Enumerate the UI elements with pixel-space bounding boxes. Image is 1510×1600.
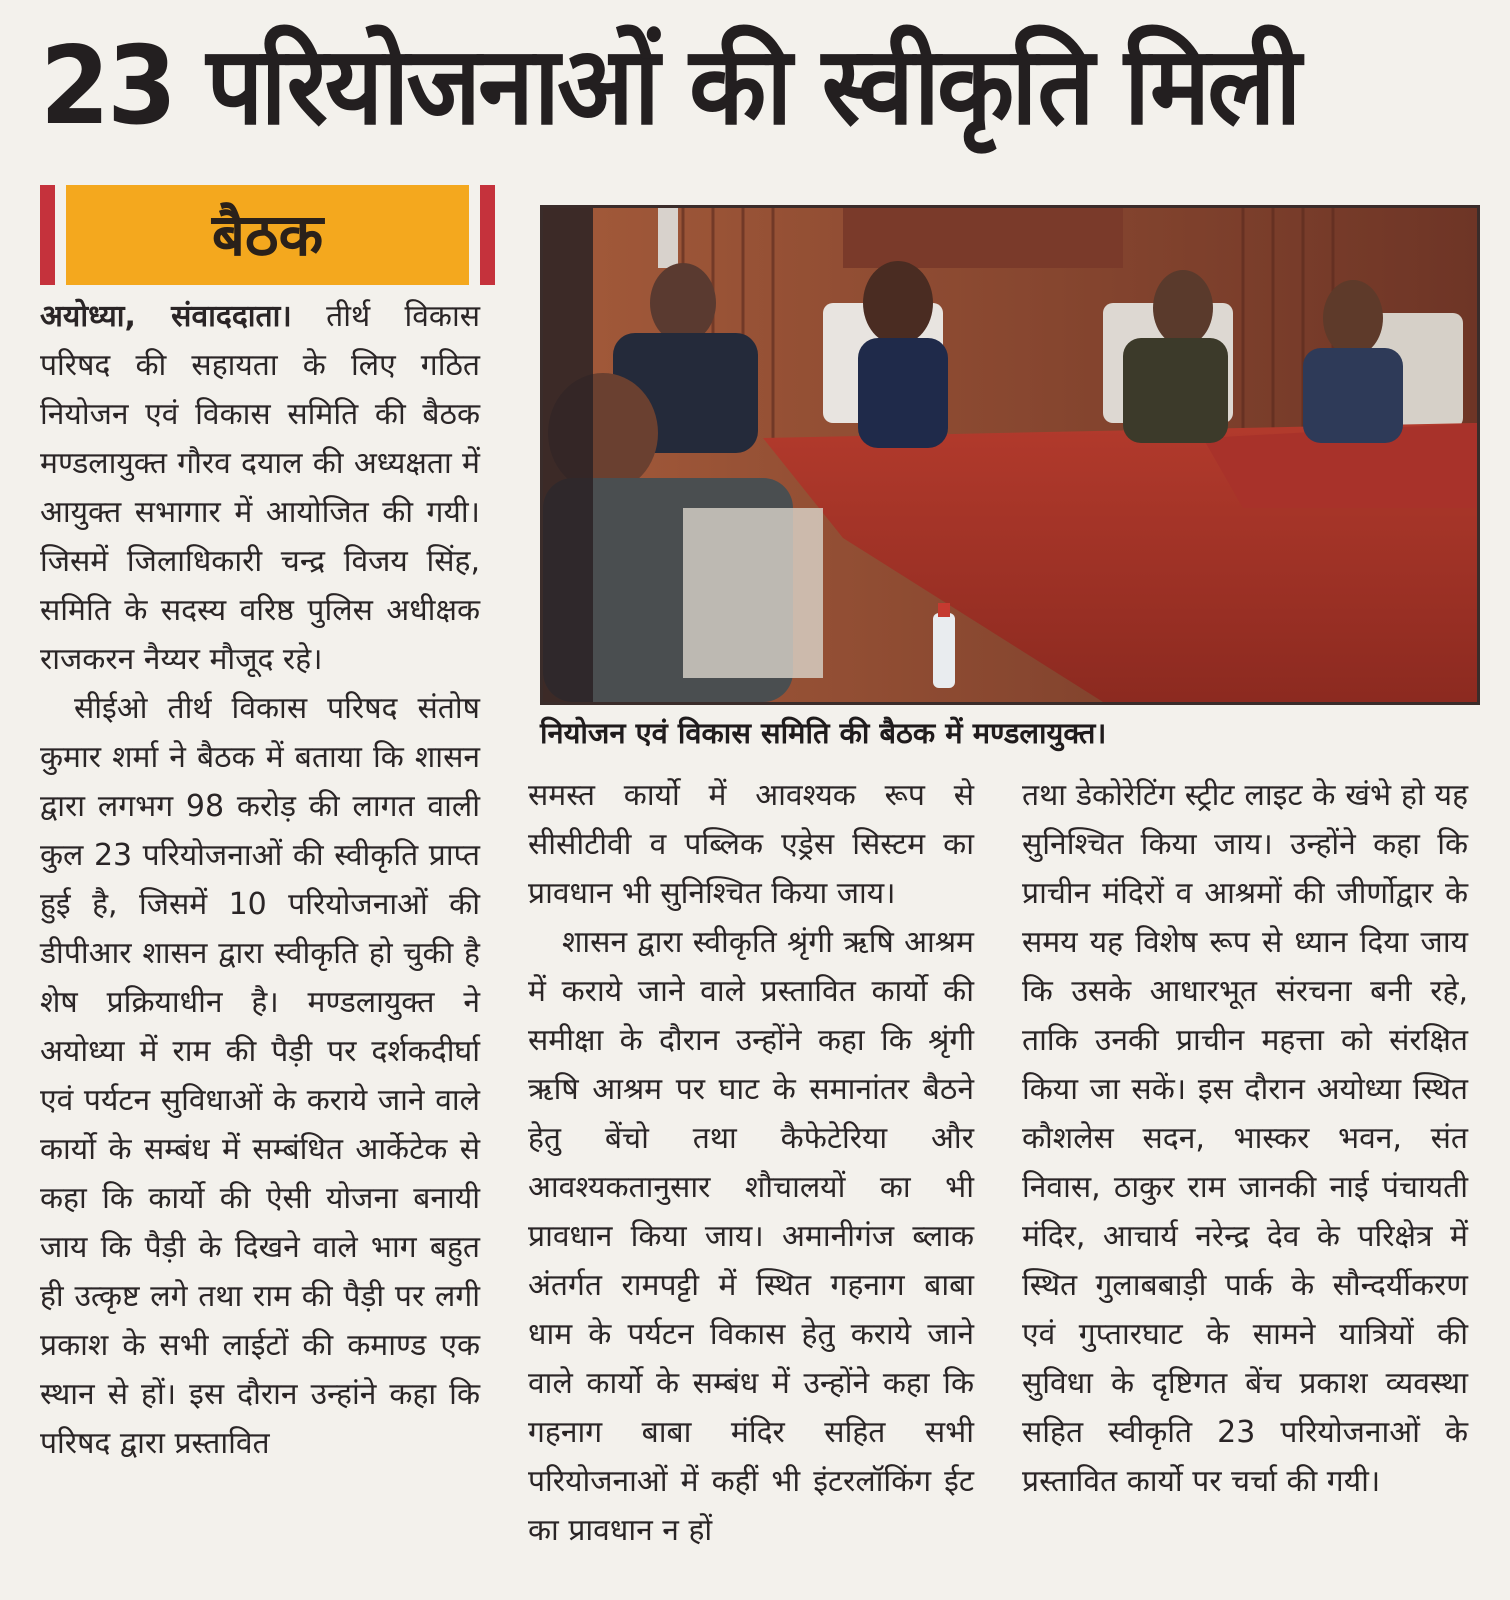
article-column-2 [528,771,974,1555]
photo-caption: नियोजन एवं विकास समिति की बैठक में मण्डलायुक्त। [540,716,1107,750]
tag-right-bar [480,185,495,285]
meeting-photo [540,205,1480,705]
column-1-paragraph-1 [40,292,480,684]
article-column-1 [40,292,480,1468]
column-2-paragraph-2: शासन द्वारा स्वीकृति श्रृंगी ऋषि आश्रम में कराये जाने वाले प्रस्तावित कार्यो की समीक्षा के दौरान उन्होंने कहा कि श्रृंगी ऋषि आश्रम पर घाट के समानांतर बैठने हेतु बेंचो तथा कैफेटेरिया और आवश्यकतानुसार शौचालयों का भी प्रावधान किया जाय। अमानीगंज ब्लाक अंतर्गत रामपट्टी में स्थित गहनाग बाबा धाम के पर्यटन विकास हेतु कराये जाने वाले कार्यो के सम्बंध में उन्होंने कहा कि गहनाग बाबा मंदिर सहित सभी परियोजनाओं में कहीं भी इंटरलॉकिंग ईट का प्रावधान न हों [528,925,974,1548]
column-3-paragraph-1: तथा डेकोरेटिंग स्ट्रीट लाइट के खंभे हो यह सुनिश्चित किया जाय। उन्होंने कहा कि प्राचीन मंदिरों व आश्रमों की जीर्णोद्वार के समय यह विशेष रूप से ध्यान दिया जाय कि उसके आधारभूत संरचना बनी रहे, ताकि उनकी प्राचीन महत्ता को संरक्षित किया जा सकें। इस दौरान अयोध्या स्थित कौशलेस सदन, भास्कर भवन, संत निवास, ठाकुर राम जानकी नाई पंचायती मंदिर, आचार्य नरेन्द्र देव के परिक्षेत्र में स्थित गुलाबबाड़ी पार्क के सौन्दर्यीकरण एवं गुप्तारघाट के सामने यात्रियों की सुविधा के दृष्टिगत बेंच प्रकाश व्यवस्था सहित स्वीकृति 23 परियोजनाओं के प्रस्तावित कार्यो पर चर्चा की गयी। [1022,778,1468,1499]
tag-left-bar [40,185,55,285]
column-1-paragraph-1-text: तीर्थ विकास परिषद की सहायता के लिए गठित नियोजन एवं विकास समिति की बैठक मण्डलायुक्त गौरव दयाल की अध्यक्षता में आयुक्त सभागार में आयोजित की गयी। जिसमें जिलाधिकारी चन्द्र विजय सिंह, समिति के सदस्य वरिष्ठ पुलिस अधीक्षक राजकरन नैय्यर मौजूद रहे। [40,299,481,677]
column-2-paragraph-1: समस्त कार्यो में आवश्यक रूप से सीसीटीवी व पब्लिक एड्रेस सिस्टम का प्रावधान भी सुनिश्चित किया जाय। [528,778,974,911]
dateline: अयोध्या, संवाददाता। [40,299,292,334]
column-1-paragraph-2: सीईओ तीर्थ विकास परिषद संतोष कुमार शर्मा ने बैठक में बताया कि शासन द्वारा लगभग 98 करोड़ की लागत वाली कुल 23 परियोजनाओं की स्वीकृति प्राप्त हुई है, जिसमें 10 परियोजनाओं की डीपीआर शासन द्वारा स्वीकृति हो चुकी है शेष प्रक्रियाधीन है। मण्डलायुक्त ने अयोध्या में राम की पैड़ी पर दर्शकदीर्घा एवं पर्यटन सुविधाओं के कराये जाने वाले कार्यो के सम्बंध में सम्बंधित आर्केटेक से कहा कि कार्यो की ऐसी योजना बनायी जाय कि पैड़ी के दिखने वाले भाग बहुत ही उत्कृष्ट लगे तथा राम की पैड़ी पर लगी प्रकाश के सभी लाईटों की कमाण्ड एक स्थान से हों। इस दौरान उन्हांने कहा कि परिषद द्वारा प्रस्तावित [40,691,480,1461]
tag-label: बैठक [66,185,469,285]
article-column-3 [1022,771,1468,1506]
headline: 23 परियोजनाओं की स्वीकृति मिली [40,24,1299,149]
section-tag [40,185,495,285]
meeting-photo-image [543,208,1477,702]
